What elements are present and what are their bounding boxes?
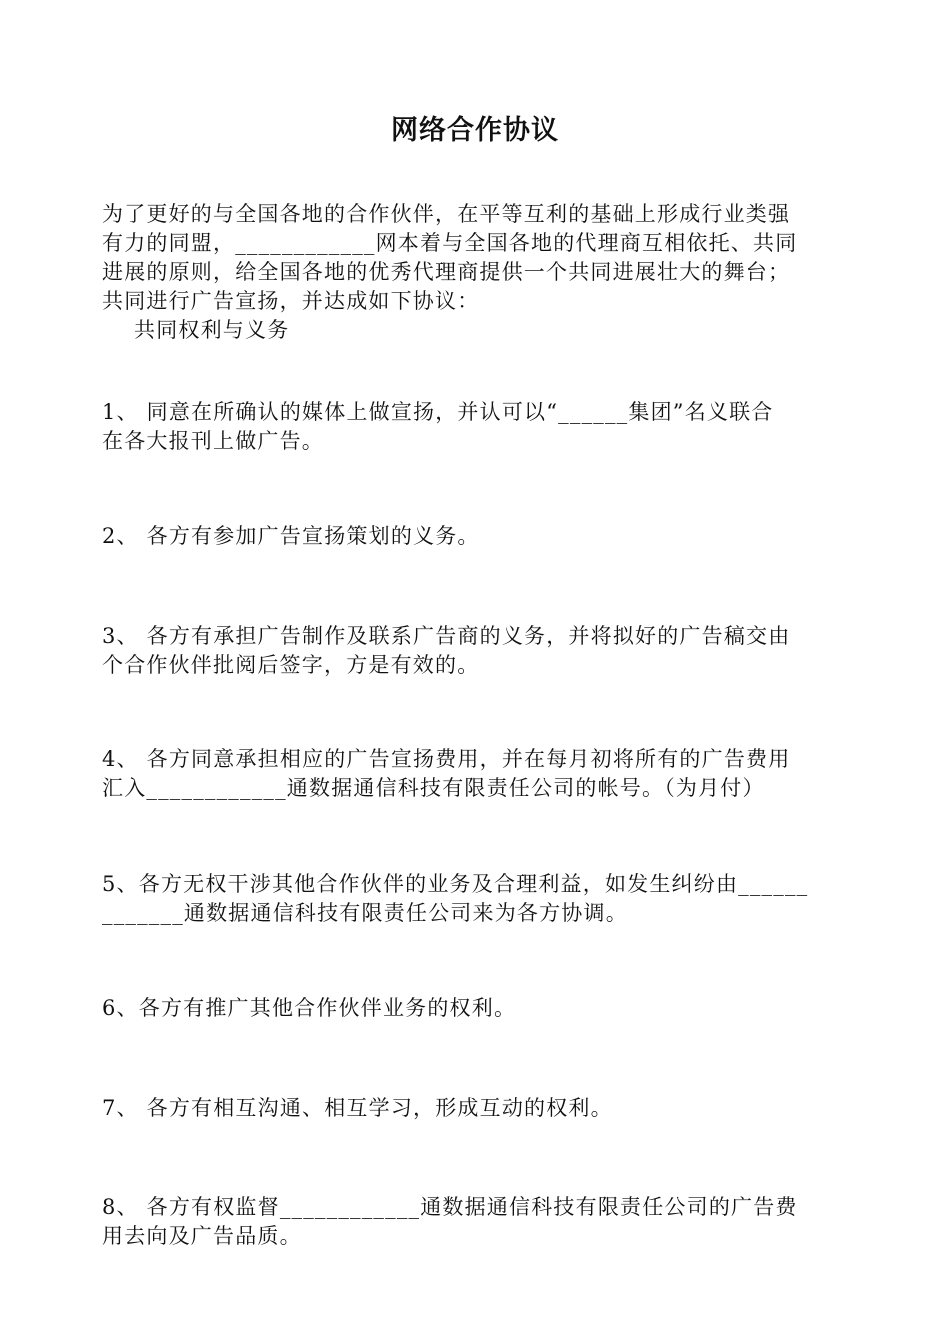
intro-paragraph	[102, 200, 850, 345]
clause-line: 7、 各方有相互沟通、相互学习，形成互动的权利。	[102, 1096, 613, 1120]
clause-line: 用去向及广告品质。	[102, 1224, 302, 1248]
clause-3	[102, 622, 850, 680]
clause-5	[102, 870, 850, 928]
clause-line: 个合作伙伴批阅后签字，方是有效的。	[102, 653, 480, 677]
clause-7	[102, 1094, 850, 1123]
clause-line: 5、各方无权干涉其他合作伙伴的业务及合理利益，如发生纠纷由______	[102, 872, 809, 896]
intro-line: 有力的同盟，____________网本着与全国各地的代理商互相依托、共同	[102, 231, 798, 255]
clause-1	[102, 398, 850, 456]
clause-line: 6、各方有推广其他合作伙伴业务的权利。	[102, 996, 517, 1020]
clause-4	[102, 745, 850, 803]
clause-line: _______通数据通信科技有限责任公司来为各方协调。	[102, 901, 628, 925]
section-subheading: 共同权利与义务	[134, 318, 290, 342]
clause-line: 2、 各方有参加广告宣扬策划的义务。	[102, 524, 480, 548]
clause-8	[102, 1193, 850, 1251]
clause-line: 在各大报刊上做广告。	[102, 429, 324, 453]
intro-line: 共同进行广告宣扬，并达成如下协议：	[102, 289, 480, 313]
clause-line: 1、 同意在所确认的媒体上做宣扬，并认可以“______集团”名义联合	[102, 400, 774, 424]
clause-2	[102, 522, 850, 551]
intro-line: 为了更好的与全国各地的合作伙伴，在平等互利的基础上形成行业类强	[102, 202, 791, 226]
clause-line: 汇入____________通数据通信科技有限责任公司的帐号。（为月付）	[102, 776, 765, 800]
clause-6	[102, 994, 850, 1023]
clause-line: 4、 各方同意承担相应的广告宣扬费用，并在每月初将所有的广告费用	[102, 747, 791, 771]
clause-line: 8、 各方有权监督____________通数据通信科技有限责任公司的广告费	[102, 1195, 798, 1219]
document-title: 网络合作协议	[391, 115, 559, 146]
clause-line: 3、 各方有承担广告制作及联系广告商的义务，并将拟好的广告稿交由	[102, 624, 791, 648]
intro-line: 进展的原则，给全国各地的优秀代理商提供一个共同进展壮大的舞台；	[102, 260, 791, 284]
